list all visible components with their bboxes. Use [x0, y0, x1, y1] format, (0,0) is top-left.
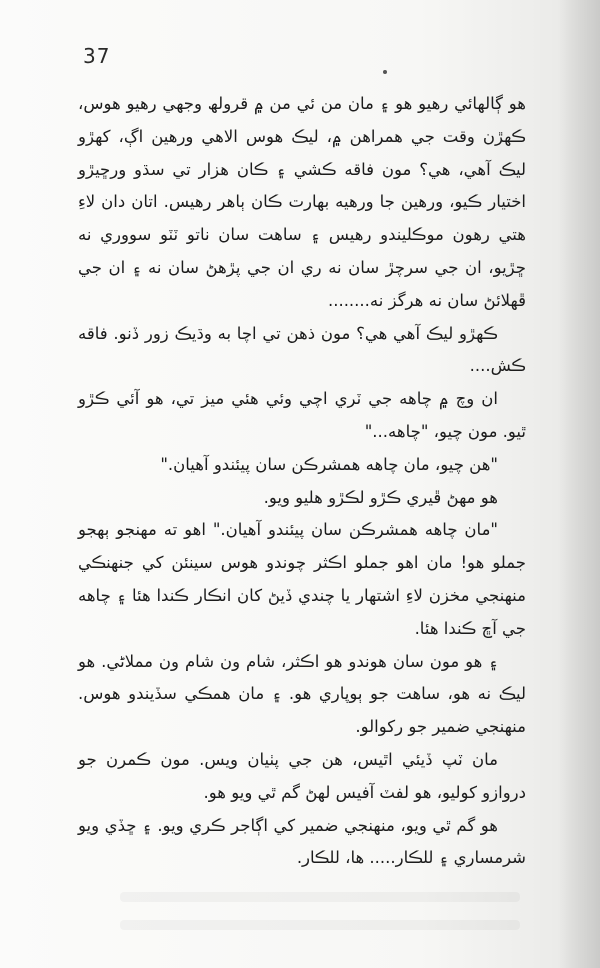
paragraph: "هن چيو، مان چاهه همشرڪن سان پيئندو آهيان.": [160, 454, 498, 474]
paragraph: ۽ هو مون سان هوندو هو اڪثر، شام ون شام ون مملاڻي. هو ليڪ نه هو، ساهت جو ٻوپاري هو. ۽ مان همڪي سڏيندو هوس. منهنجي ضمير جو رکوالو.: [78, 651, 526, 737]
paragraph: مان ٽپ ڏيئي اٿيس، هن جي پٺيان ويس. مون ڪمرن جو دروازو کوليو، هو لفٽ آفيس لهڻ گم ٿي ويو هو.: [78, 749, 526, 802]
show-through-text: [120, 892, 520, 902]
paragraph: هو مهڻ ڦيري ڪڙو لڪڙو هليو ويو.: [263, 487, 498, 507]
paragraph: هو گم ٿي ويو، منهنجي ضمير کي اڳاجر ڪري ويو. ۽ ڇڏي ويو شرمساري ۽ للڪار..... ها، للڪار.: [78, 815, 526, 868]
page-number: 37: [83, 44, 111, 68]
paragraph: "مان چاهه همشرڪن سان پيئندو آهيان." اهو ته مهنجو ٻهجو جملو هو! مان اهو جملو اڪثر چوندو هوس سينئن کي جنهنڪي منهنجي مخزن لاءِ اشتهار يا چندي ڏيڻ کان انڪار ڪندا هئا ۽ چاهه جي آڇ ڪندا هئا.: [78, 520, 526, 638]
paragraph: هو ڳالهائي رهيو هو ۽ مان من ئي من ۾ قرولھ وجهي رهيو هوس، ڪهڙن وقت جي همراهن ۾، ليڪ هوس الاهي ورهين اڳ، کهڙو ليڪ آهي، هي؟ مون فاقه ڪشي ۽ ڪان هزار تي سڌو ورڇيڙو اختيار ڪيو، ورهين جا ورهيه بهارت ڪان ٻاهر رهيس. اتان دان لاءِ هتي رهون موڪليندو رهيس ۽ ساهت سان ناتو ٽٽو سووري نه ڇڙيو، ان جي سرچڙ سان نه ري ان جي پڙهڻ سان نه ۽ ان جي ڦهلائڻ سان نه هرگز نه........: [78, 94, 526, 310]
show-through-text: [120, 920, 520, 930]
page-edge-shadow: [558, 0, 600, 968]
paragraph: ان وچ ۾ چاهه جي ٽري اچي وئي هئي ميز تي، هو آئي ڪڙو ٿيو. مون چيو، "چاهه...": [78, 389, 526, 441]
paragraph: ڪهڙو ليڪ آهي هي؟ مون ذهن تي اچا به وڌيڪ زور ڏنو. فاقه ڪش....: [78, 323, 526, 376]
body-text: [78, 88, 526, 875]
paper-speck: [383, 70, 387, 74]
